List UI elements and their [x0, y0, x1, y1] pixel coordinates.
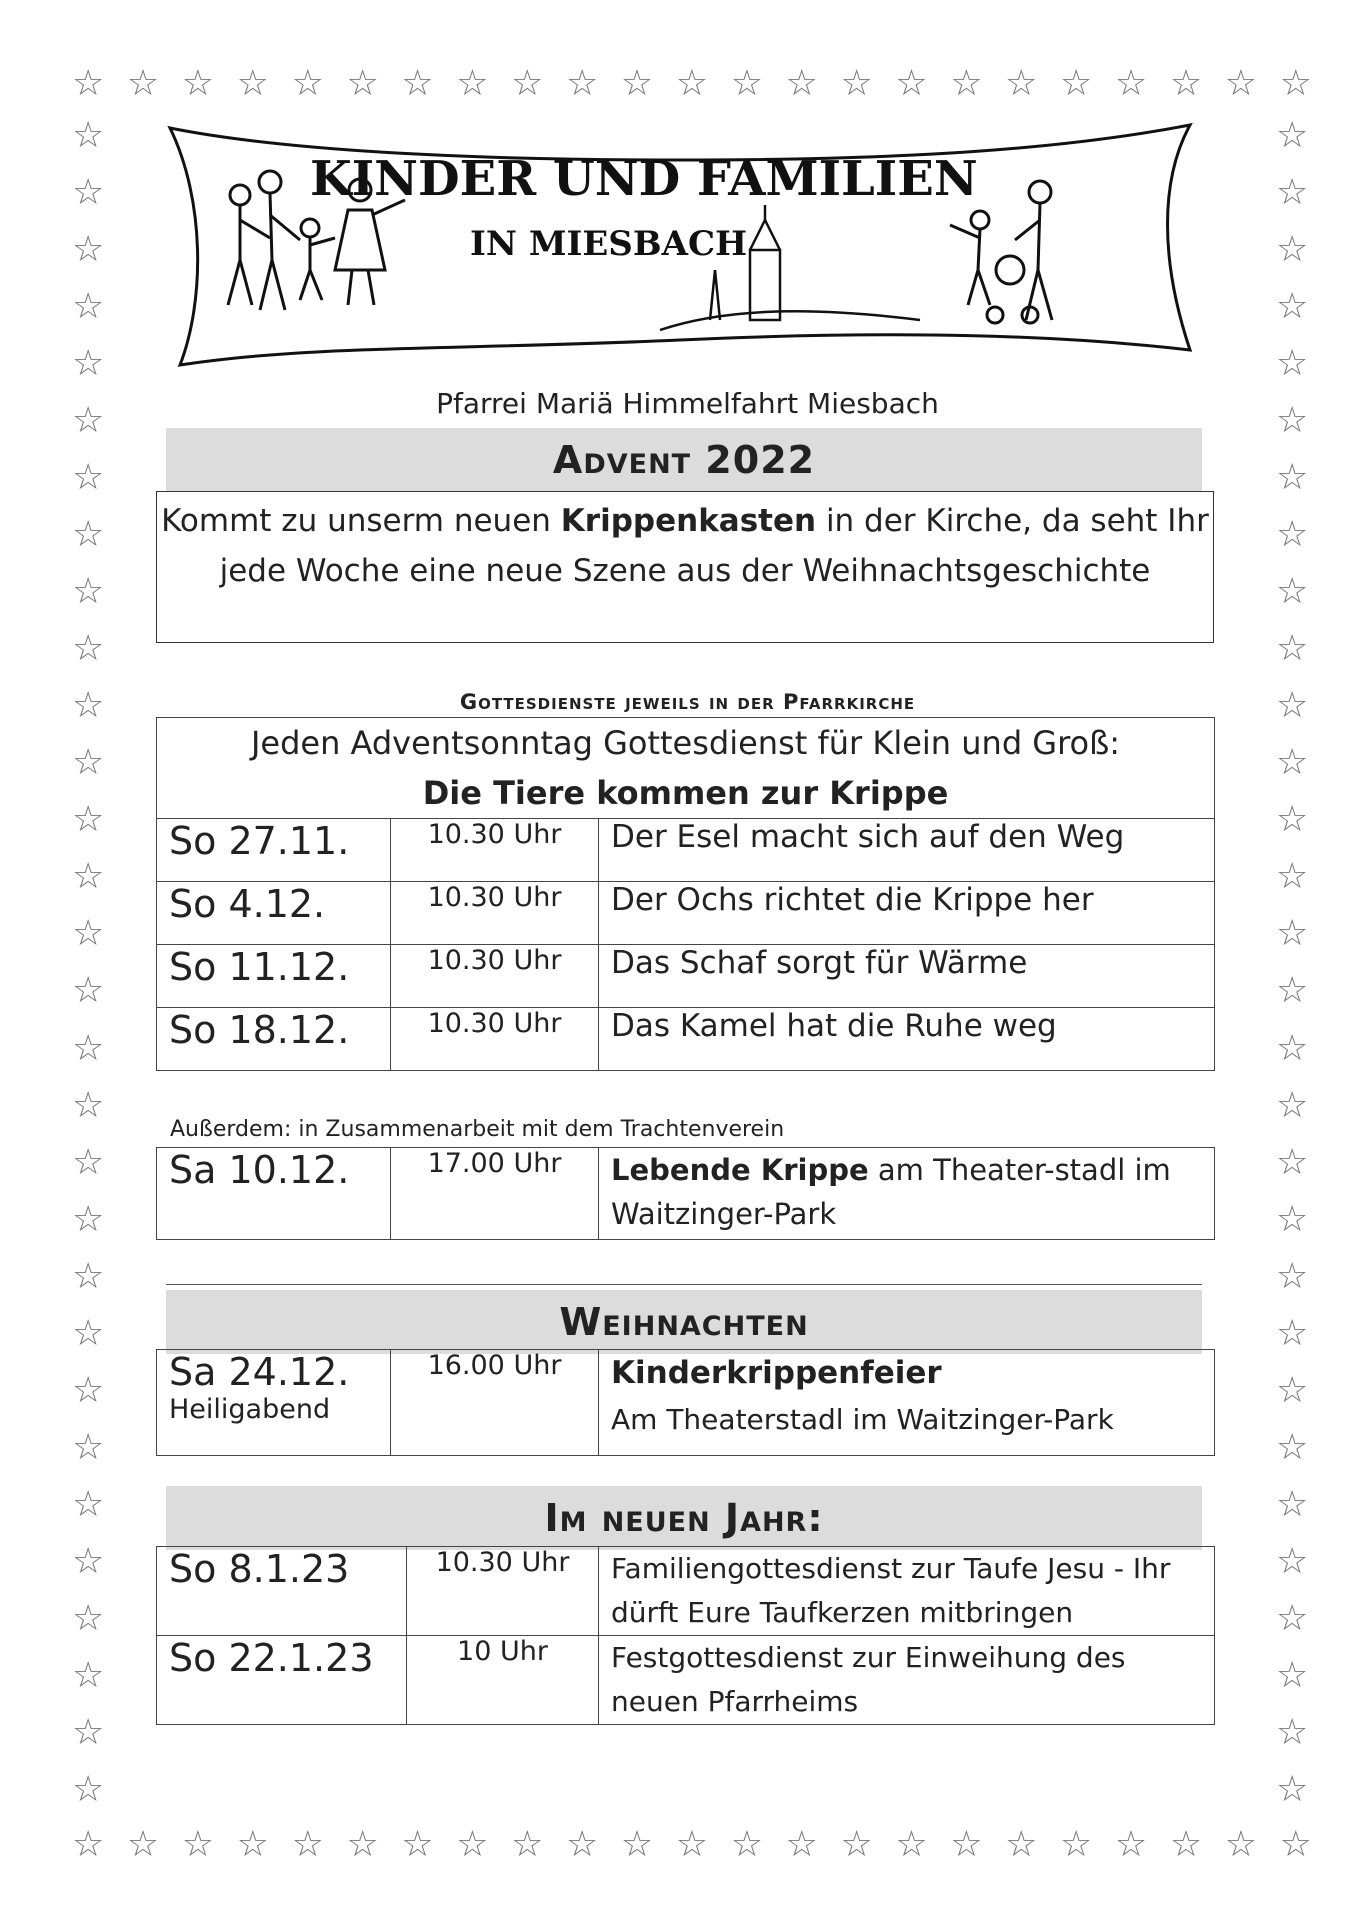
table-row: [157, 1636, 1215, 1725]
row-date: So 8.1.23: [157, 1547, 407, 1636]
star-icon: ☆: [401, 1824, 434, 1865]
star-icon: ☆: [72, 172, 105, 214]
star-border-bottom: [72, 1824, 1312, 1865]
table-row: [157, 1148, 1215, 1240]
star-icon: ☆: [181, 1824, 215, 1865]
star-icon: ☆: [72, 229, 105, 271]
row-desc: [599, 1350, 1215, 1456]
star-icon: ☆: [1060, 1824, 1093, 1865]
star-icon: ☆: [1276, 742, 1309, 784]
star-border-right: [1276, 115, 1309, 1810]
star-icon: ☆: [72, 1084, 105, 1126]
star-icon: ☆: [72, 1369, 105, 1411]
star-icon: ☆: [566, 1824, 599, 1865]
table-row: [157, 1350, 1215, 1456]
star-icon: ☆: [1276, 571, 1309, 613]
star-icon: ☆: [1276, 1084, 1309, 1126]
table-row: [157, 1547, 1215, 1636]
star-icon: ☆: [1169, 63, 1203, 104]
star-icon: ☆: [236, 1824, 269, 1865]
star-icon: ☆: [730, 63, 763, 104]
divider-line: [166, 1284, 1202, 1285]
star-icon: ☆: [675, 1824, 709, 1865]
row-desc: Das Schaf sorgt für Wärme: [599, 945, 1215, 1008]
star-icon: ☆: [72, 1483, 105, 1525]
star-icon: ☆: [620, 63, 654, 104]
star-icon: ☆: [1169, 1824, 1203, 1865]
star-icon: ☆: [1114, 63, 1148, 104]
star-icon: ☆: [72, 286, 105, 328]
row-desc: Der Ochs richtet die Krippe her: [599, 882, 1215, 945]
star-icon: ☆: [72, 457, 105, 499]
star-icon: ☆: [72, 63, 105, 104]
star-icon: ☆: [72, 571, 105, 613]
star-icon: ☆: [126, 1824, 160, 1865]
star-border-top: [72, 63, 1312, 104]
new-year-heading: Im neuen Jahr:: [166, 1486, 1202, 1550]
star-icon: ☆: [72, 1198, 105, 1240]
star-icon: ☆: [1276, 1198, 1309, 1240]
star-icon: ☆: [72, 1312, 105, 1354]
row-desc-bold: Kinderkrippenfeier: [611, 1355, 942, 1391]
star-icon: ☆: [1224, 63, 1257, 104]
advent-heading: Advent 2022: [166, 428, 1202, 492]
row-time: 10.30 Uhr: [407, 1547, 599, 1636]
star-icon: ☆: [1276, 1540, 1309, 1582]
extra-schedule-table: [156, 1147, 1215, 1240]
star-icon: ☆: [72, 799, 105, 841]
star-icon: ☆: [1276, 514, 1309, 556]
table-row: [157, 882, 1215, 945]
extra-caption: Außerdem: in Zusammenarbeit mit dem Trachtenverein: [170, 1117, 785, 1142]
star-icon: ☆: [72, 913, 105, 955]
star-icon: ☆: [785, 1824, 818, 1865]
row-date: So 4.12.: [157, 882, 391, 945]
star-icon: ☆: [620, 1824, 654, 1865]
star-icon: ☆: [511, 63, 544, 104]
star-icon: ☆: [1276, 1768, 1309, 1810]
star-icon: ☆: [72, 742, 105, 784]
star-icon: ☆: [291, 1824, 324, 1865]
star-icon: ☆: [1276, 115, 1309, 156]
new-year-schedule-table: [156, 1546, 1215, 1725]
row-time: 10.30 Uhr: [391, 945, 599, 1008]
star-icon: ☆: [72, 1141, 105, 1183]
star-icon: ☆: [1276, 913, 1309, 955]
star-icon: ☆: [1276, 685, 1309, 727]
intro-text-bold: Krippenkasten: [560, 503, 817, 539]
star-icon: ☆: [1276, 343, 1309, 385]
table-header-row: [157, 718, 1215, 819]
star-icon: ☆: [72, 1824, 105, 1865]
star-icon: ☆: [72, 343, 105, 385]
star-icon: ☆: [1276, 1312, 1309, 1354]
row-date-sub: Heiligabend: [169, 1394, 331, 1425]
star-icon: ☆: [1276, 1483, 1309, 1525]
row-date: So 22.1.23: [157, 1636, 407, 1725]
parish-name: Pfarrei Mariä Himmelfahrt Miesbach: [436, 387, 939, 420]
star-icon: ☆: [72, 115, 105, 156]
star-icon: ☆: [1224, 1824, 1257, 1865]
row-desc: Der Esel macht sich auf den Weg: [599, 819, 1215, 882]
row-desc: Festgottesdienst zur Einweihung des neuen Pfarrheims: [599, 1636, 1215, 1725]
star-icon: ☆: [1276, 457, 1309, 499]
intro-text-part2: in der Kirche, da seht Ihr jede Woche eine neue Szene aus der Weihnachtsgeschichte: [219, 503, 1209, 589]
star-icon: ☆: [236, 63, 269, 104]
star-icon: ☆: [1276, 172, 1309, 214]
star-icon: ☆: [1276, 1255, 1309, 1297]
star-icon: ☆: [72, 685, 105, 727]
star-icon: ☆: [456, 1824, 489, 1865]
star-icon: ☆: [1279, 1824, 1312, 1865]
row-date: Sa 10.12.: [157, 1148, 391, 1240]
star-icon: ☆: [72, 1540, 105, 1582]
star-icon: ☆: [1276, 1597, 1309, 1639]
advent-schedule-table: [156, 717, 1215, 1071]
row-date: So 18.12.: [157, 1008, 391, 1071]
star-icon: ☆: [950, 63, 983, 104]
star-icon: ☆: [1060, 63, 1093, 104]
services-caption: Gottesdienste jeweils in der Pfarrkirche: [459, 690, 916, 714]
table-header-line2: Die Tiere kommen zur Krippe: [422, 774, 949, 812]
star-icon: ☆: [1276, 1369, 1309, 1411]
star-icon: ☆: [1276, 229, 1309, 271]
star-icon: ☆: [1276, 1711, 1309, 1753]
row-date: So 27.11.: [157, 819, 391, 882]
star-icon: ☆: [950, 1824, 983, 1865]
row-date: So 11.12.: [157, 945, 391, 1008]
star-icon: ☆: [785, 63, 818, 104]
row-desc: [599, 1148, 1215, 1240]
star-icon: ☆: [1276, 1141, 1309, 1183]
row-desc: Das Kamel hat die Ruhe weg: [599, 1008, 1215, 1071]
star-icon: ☆: [346, 63, 379, 104]
christmas-heading: Weihnachten: [166, 1290, 1202, 1354]
row-desc-rest: Am Theaterstadl im Waitzinger-Park: [611, 1403, 1114, 1436]
star-icon: ☆: [291, 63, 324, 104]
banner-title-line2: IN MIESBACH: [470, 224, 748, 264]
row-time: 10.30 Uhr: [391, 819, 599, 882]
row-desc: Familiengottesdienst zur Taufe Jesu - Ihr dürft Eure Taufkerzen mitbringen: [599, 1547, 1215, 1636]
star-icon: ☆: [1276, 286, 1309, 328]
star-icon: ☆: [840, 1824, 873, 1865]
star-icon: ☆: [511, 1824, 544, 1865]
row-date-main: Sa 24.12.: [169, 1350, 350, 1394]
star-icon: ☆: [895, 63, 928, 104]
star-icon: ☆: [72, 400, 105, 442]
row-date: [157, 1350, 391, 1456]
star-icon: ☆: [1276, 628, 1309, 670]
star-icon: ☆: [72, 628, 105, 670]
row-desc-rest: am Theater-stadl im Waitzinger-Park: [611, 1153, 1171, 1231]
star-icon: ☆: [72, 1654, 105, 1696]
star-icon: ☆: [840, 63, 873, 104]
star-icon: ☆: [126, 63, 160, 104]
row-time: 10.30 Uhr: [391, 882, 599, 945]
star-icon: ☆: [675, 63, 709, 104]
star-icon: ☆: [72, 856, 105, 898]
star-border-left: [72, 115, 105, 1810]
christmas-schedule-table: [156, 1349, 1215, 1456]
banner: [160, 120, 1200, 380]
star-icon: ☆: [1279, 63, 1312, 104]
star-icon: ☆: [72, 514, 105, 556]
star-icon: ☆: [346, 1824, 379, 1865]
banner-title-line1: KINDER UND FAMILIEN: [310, 151, 978, 207]
star-icon: ☆: [72, 1027, 105, 1069]
star-icon: ☆: [1005, 63, 1038, 104]
star-icon: ☆: [72, 1426, 105, 1468]
row-time: 17.00 Uhr: [391, 1148, 599, 1240]
table-row: [157, 819, 1215, 882]
star-icon: ☆: [1276, 400, 1309, 442]
star-icon: ☆: [730, 1824, 763, 1865]
star-icon: ☆: [566, 63, 599, 104]
star-icon: ☆: [1276, 1027, 1309, 1069]
star-icon: ☆: [72, 1597, 105, 1639]
table-row: [157, 1008, 1215, 1071]
star-icon: ☆: [1276, 856, 1309, 898]
row-time: 10 Uhr: [407, 1636, 599, 1725]
table-header-line1: Jeden Adventsonntag Gottesdienst für Klein und Groß:: [250, 724, 1121, 762]
row-desc-bold: Lebende Krippe: [611, 1153, 869, 1187]
star-icon: ☆: [456, 63, 489, 104]
intro-text-part1: Kommt zu unserm neuen: [161, 503, 561, 539]
star-icon: ☆: [72, 1711, 105, 1753]
star-icon: ☆: [895, 1824, 928, 1865]
star-icon: ☆: [1276, 970, 1309, 1012]
star-icon: ☆: [72, 1255, 105, 1297]
star-icon: ☆: [181, 63, 215, 104]
star-icon: ☆: [1114, 1824, 1148, 1865]
row-time: 16.00 Uhr: [391, 1350, 599, 1456]
star-icon: ☆: [72, 1768, 105, 1810]
star-icon: ☆: [1276, 1654, 1309, 1696]
row-time: 10.30 Uhr: [391, 1008, 599, 1071]
star-icon: ☆: [72, 970, 105, 1012]
star-icon: ☆: [401, 63, 434, 104]
krippenkasten-notice: [156, 491, 1214, 643]
star-icon: ☆: [1276, 1426, 1309, 1468]
table-row: [157, 945, 1215, 1008]
star-icon: ☆: [1276, 799, 1309, 841]
star-icon: ☆: [1005, 1824, 1038, 1865]
